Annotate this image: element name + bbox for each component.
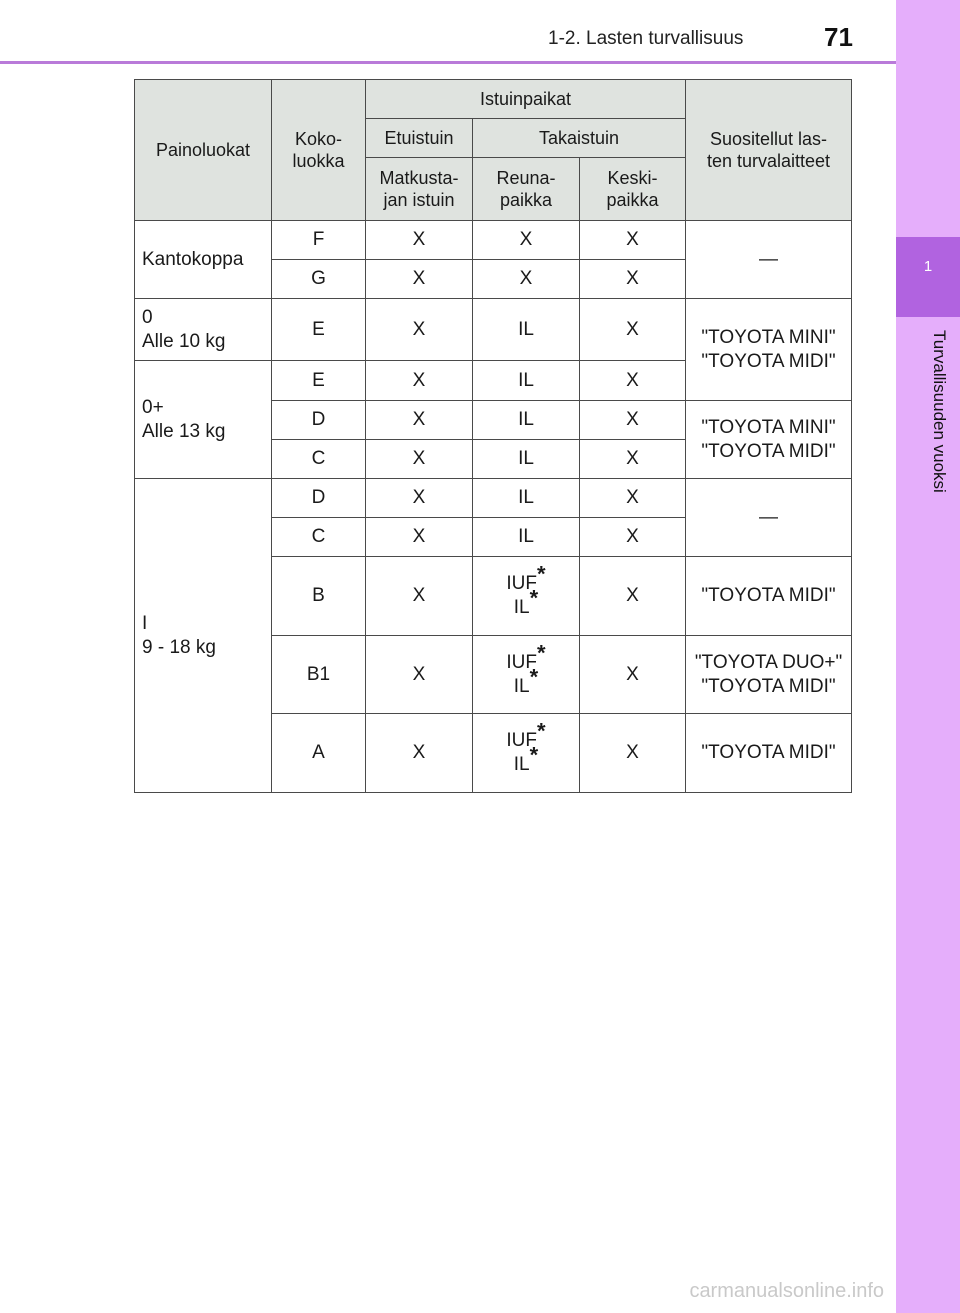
group-label: I 9 - 18 kg (135, 479, 272, 793)
cell-size: C (272, 440, 366, 479)
cell-size: D (272, 479, 366, 518)
cell-front: X (366, 479, 473, 518)
cell-size: B1 (272, 636, 366, 714)
cell-center: X (580, 714, 686, 793)
watermark: carmanualsonline.info (689, 1280, 884, 1302)
footnote-mark: * (537, 718, 546, 744)
cell-center: X (580, 260, 686, 299)
cell-size: B (272, 557, 366, 636)
cell-size: D (272, 401, 366, 440)
header-recommended: Suositellut las- ten turvalaitteet (686, 80, 852, 221)
cell-front: X (366, 299, 473, 361)
cell-outboard: X (473, 221, 580, 260)
chapter-label: Turvallisuuden vuoksi (930, 330, 949, 493)
cell-recommended: — (686, 479, 852, 557)
cell-outboard: IUF* IL* (473, 557, 580, 636)
cell-front: X (366, 440, 473, 479)
cell-outboard: IL (473, 299, 580, 361)
header-center: Keski- paikka (580, 158, 686, 221)
cell-center: X (580, 518, 686, 557)
header-seat-positions: Istuinpaikat (366, 80, 686, 119)
header-front-seat: Etuistuin (366, 119, 473, 158)
cell-center: X (580, 557, 686, 636)
cell-recommended: — (686, 221, 852, 299)
header-divider (0, 61, 896, 64)
section-title: 1-2. Lasten turvallisuus (548, 28, 744, 49)
cell-outboard: IL (473, 479, 580, 518)
cell-recommended: "TOYOTA MIDI" (686, 557, 852, 636)
side-strip (896, 0, 960, 1313)
header-rear-seat: Takaistuin (473, 119, 686, 158)
cell-recommended: "TOYOTA DUO+" "TOYOTA MIDI" (686, 636, 852, 714)
cell-outboard: IL (473, 518, 580, 557)
cell-size: C (272, 518, 366, 557)
cell-front: X (366, 361, 473, 401)
cell-center: X (580, 299, 686, 361)
cell-front: X (366, 221, 473, 260)
header-outboard: Reuna- paikka (473, 158, 580, 221)
cell-center: X (580, 221, 686, 260)
cell-recommended: "TOYOTA MINI" "TOYOTA MIDI" (686, 401, 852, 479)
cell-size: F (272, 221, 366, 260)
footnote-mark: * (529, 742, 539, 768)
cell-center: X (580, 440, 686, 479)
cell-recommended: "TOYOTA MINI" "TOYOTA MIDI" (686, 299, 852, 401)
cell-outboard: IUF* IL* (473, 714, 580, 793)
table-row (135, 221, 852, 260)
cell-center: X (580, 636, 686, 714)
cell-front: X (366, 557, 473, 636)
cell-front: X (366, 714, 473, 793)
cell-front: X (366, 518, 473, 557)
page-number: 71 (824, 22, 853, 52)
cell-outboard: IL (473, 361, 580, 401)
cell-front: X (366, 636, 473, 714)
group-label: 0 Alle 10 kg (135, 299, 272, 361)
cell-outboard: IL (473, 401, 580, 440)
cell-center: X (580, 361, 686, 401)
cell-size: A (272, 714, 366, 793)
cell-outboard: IUF* IL* (473, 636, 580, 714)
footnote-mark: * (537, 561, 546, 587)
cell-outboard: IL (473, 440, 580, 479)
chapter-number: 1 (923, 258, 933, 275)
chapter-tab[interactable] (896, 237, 960, 317)
cell-size: E (272, 299, 366, 361)
cell-front: X (366, 260, 473, 299)
table-row (135, 479, 852, 518)
cell-center: X (580, 479, 686, 518)
cell-outboard: X (473, 260, 580, 299)
header-size-class: Koko- luokka (272, 80, 366, 221)
footnote-mark: * (529, 585, 539, 611)
group-label: Kantokoppa (135, 221, 272, 299)
cell-size: E (272, 361, 366, 401)
cell-size: G (272, 260, 366, 299)
cell-recommended: "TOYOTA MIDI" (686, 714, 852, 793)
header-weight-class: Painoluokat (135, 80, 272, 221)
table-row (135, 299, 852, 361)
group-label: 0+ Alle 13 kg (135, 361, 272, 479)
cell-front: X (366, 401, 473, 440)
footnote-mark: * (529, 664, 539, 690)
header-passenger-seat: Matkusta- jan istuin (366, 158, 473, 221)
child-seat-table (134, 79, 852, 793)
header-row-1 (135, 80, 852, 119)
footnote-mark: * (537, 640, 546, 666)
cell-center: X (580, 401, 686, 440)
